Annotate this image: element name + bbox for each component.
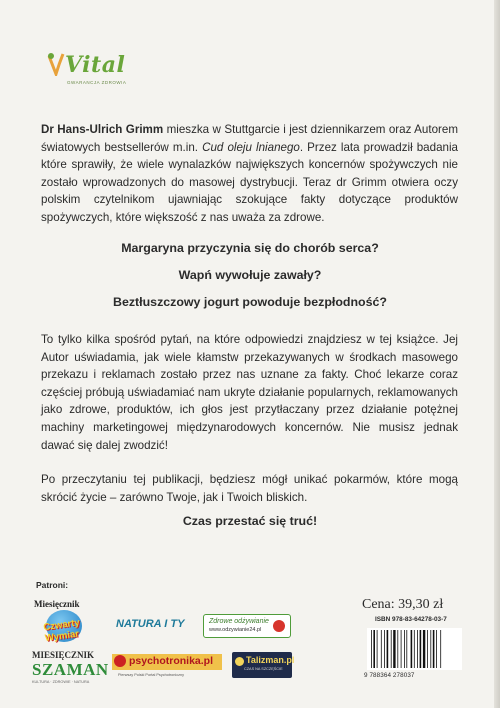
barcode-bar: [401, 630, 402, 668]
patron-natura-name: NATURA I TY: [116, 618, 185, 630]
patron-czwarty-wymiar-name: Czwarty Wymiar: [42, 617, 81, 645]
intro-text-a: mieszka w Stuttgarcie i jest dziennikarzem oraz Autorem światowych bestsellerów m.in.: [41, 123, 459, 154]
barcode-bar: [377, 630, 378, 668]
author-name: Dr Hans-Ulrich Grimm: [41, 123, 164, 136]
talizman-icon: [235, 657, 244, 666]
barcode-bar: [384, 630, 385, 668]
barcode-bar: [423, 630, 425, 668]
patron-szaman-sub: KULTURA · ZDROWIE · NATURA: [32, 680, 90, 684]
logo-brand: Vital: [65, 52, 126, 78]
barcode-bar: [440, 630, 441, 668]
barcode-bar: [411, 630, 413, 668]
patron-szaman-logo: [28, 650, 109, 688]
patron-psychotronika-logo: [112, 652, 222, 682]
patron-psychotronika-name: psychotronika.pl: [129, 655, 214, 667]
isbn-label: ISBN 978-83-64278-03-7: [375, 616, 447, 623]
barcode-bar: [406, 630, 407, 668]
price-label: Cena: 39,30 zł: [362, 597, 444, 612]
barcode-digits: 9 788364 278037: [364, 672, 415, 679]
patron-psychotronika-sub: Pierwszy Polski Portal Psychotroniczny: [118, 673, 185, 677]
logo-tagline: GWARANCJA ZDROWIA: [67, 80, 127, 85]
barcode-bar: [391, 630, 392, 668]
barcode-bar: [433, 630, 435, 668]
patron-czwarty-wymiar-logo: [30, 596, 104, 644]
patron-talizman-logo: [232, 652, 295, 678]
barcode: [367, 628, 462, 670]
barcode-bar: [414, 630, 415, 668]
barcode-bar: [417, 630, 418, 668]
leaf-icon: [47, 52, 65, 76]
author-paragraph: [41, 121, 458, 227]
barcode-bar: [430, 630, 431, 668]
question-1: Margaryna przyczynia się do chorób serca?: [121, 241, 379, 255]
psychotronika-icon: [114, 655, 126, 667]
barcode-bar: [387, 630, 389, 668]
patron-zdrowe-title: Zdrowe odżywianie: [209, 618, 269, 625]
patron-talizman-name: Talizman.pl: [246, 655, 295, 665]
patron-szaman-top: MIESIĘCZNIK: [32, 650, 95, 660]
barcode-bar: [420, 630, 422, 668]
heart-icon: [273, 620, 285, 632]
patrons-label: Patroni:: [36, 580, 69, 590]
question-3: Beztłuszczowy jogurt powoduje bezpłodność?: [113, 295, 387, 309]
patron-zdrowe-url: www.odzywianie24.pl: [209, 627, 262, 633]
patron-natura-logo: [112, 612, 196, 638]
book-title: Cud oleju lnianego: [202, 140, 300, 154]
barcode-bar: [381, 630, 382, 668]
patron-zdrowe-logo: [203, 614, 291, 638]
barcode-bar: [373, 630, 375, 668]
patron-szaman-name: SZAMAN: [32, 660, 109, 679]
intro-text-b: . Przez lata prowadził badania które sprawiły, że wiele wynalazków największych koncernów spożywczych nie zostało wprowadzonych do masowej dystrybucji. Teraz dr Grimm otwiera oczy polskim czytelnikom ujawniając szokujące fakty dotyczące produktów spożywczych, które większość z nas uważa za zdrowe.: [41, 140, 458, 224]
patron-talizman-sub: CZAS NA SZCZĘŚCIE: [244, 667, 283, 671]
barcode-bar: [371, 630, 372, 668]
barcode-bar: [393, 630, 395, 668]
barcode-bar: [397, 630, 398, 668]
description-paragraph: To tylko kilka spośród pytań, na które odpowiedzi znajdziesz w tej książce. Jej Autor uświadamia, jak wiele kłamstw przekazywanych w środkach masowego przekazu i reklamach zostało przez nas uznane za fakty. Choć lekarze coraz częściej próbują uświadamiać nam ukryte działanie popularnych, reklamowanych jako zdrowe, produktów, ich głos jest przytłaczany przez działanie potężnej machiny marketingowej międzynarodowych koncernów. Nie musisz jednak dawać się dalej zwodzić!: [41, 333, 458, 452]
barcode-bar: [436, 630, 437, 668]
barcode-bar: [427, 630, 428, 668]
publisher-logo: [47, 50, 127, 95]
question-2: Wapń wywołuje zawały?: [178, 268, 322, 282]
barcode-bar: [404, 630, 405, 668]
closing-slogan: Czas przestać się truć!: [182, 514, 318, 528]
book-edge: [494, 0, 500, 708]
patron-czwarty-wymiar-top: Miesięcznik: [34, 599, 80, 609]
benefit-paragraph: Po przeczytaniu tej publikacji, będziesz mógł unikać pokarmów, które mogą skrócić życie – zarówno Twoje, jak i Twoich bliskich.: [41, 473, 458, 504]
